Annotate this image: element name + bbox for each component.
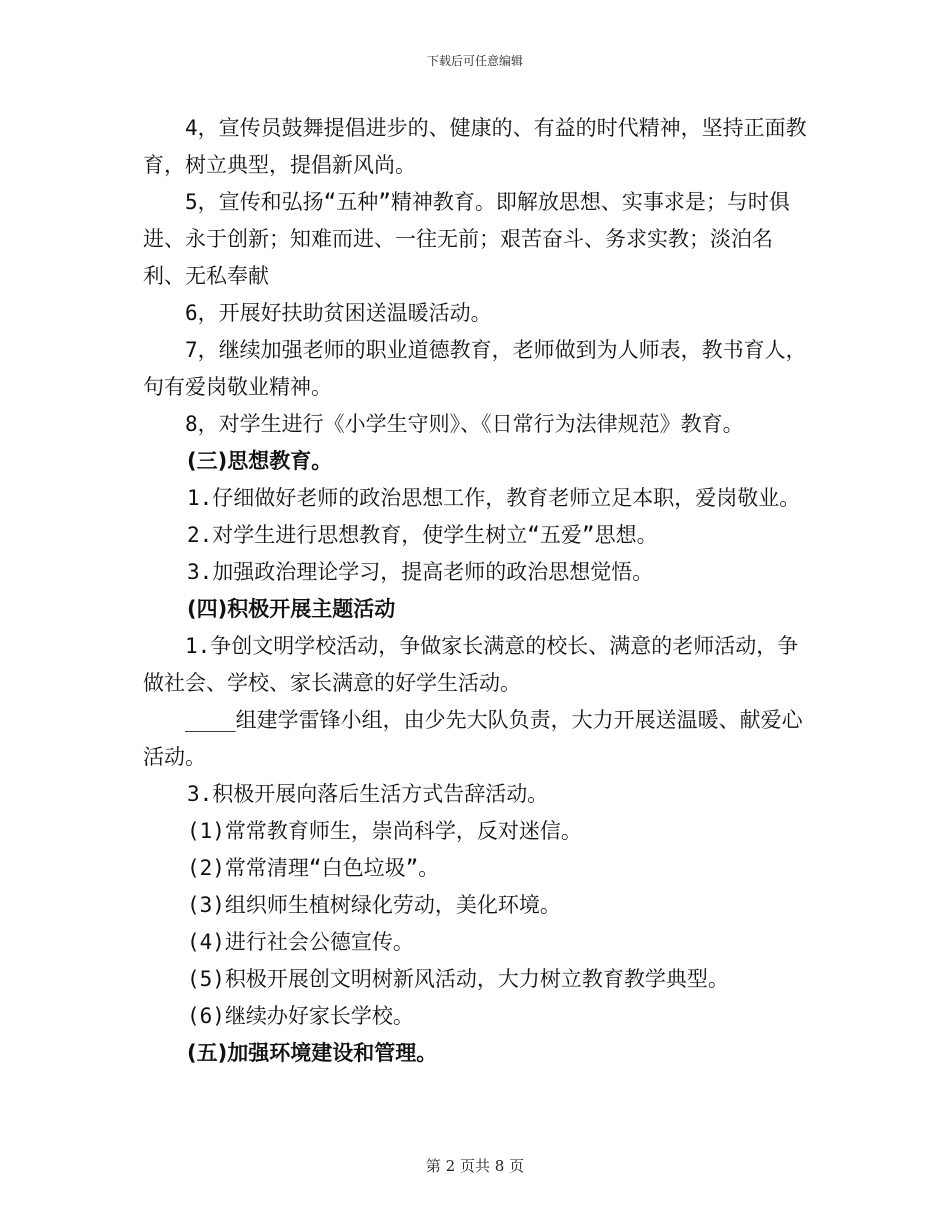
- section-heading-5: (五)加强环境建设和管理。: [187, 1041, 438, 1065]
- paragraph-item-5: 5，宣传和弘扬“五种”精神教育。即解放思想、实事求是；与时俱进、永于创新；知难而进、一往无前；艰苦奋斗、务求实教；淡泊名利、无私奉献: [143, 190, 790, 288]
- section-3-item-3: 3.加强政治理论学习，提高老师的政治思想觉悟。: [187, 560, 654, 584]
- section-4-subitem-5: (5)积极开展创文明树新风活动，大力树立教育教学典型。: [187, 967, 729, 991]
- section-4-subitem-2: (2)常常清理“白色垃圾”。: [187, 856, 440, 880]
- paragraph-item-7: 7，继续加强老师的职业道德教育，老师做到为人师表，教书育人，句有爱岗敬业精神。: [143, 338, 807, 399]
- page-footer: 第 2 页共 8 页: [425, 1157, 525, 1175]
- section-4-subitem-6: (6)继续办好家长学校。: [187, 1004, 414, 1028]
- section-4-subitem-4: (4)进行社会公德宣传。: [187, 930, 414, 954]
- section-3-item-2: 2.对学生进行思想教育，使学生树立“五爱”思想。: [187, 523, 658, 547]
- section-heading-3: (三)思想教育。: [187, 449, 333, 473]
- document-body: [143, 110, 813, 1072]
- paragraph-item-4: 4，宣传员鼓舞提倡进步的、健康的、有益的时代精神，坚持正面教育，树立典型，提倡新风尚。: [143, 116, 807, 177]
- section-4-subitem-3: (3)组织师生植树绿化劳动，美化环境。: [187, 893, 561, 917]
- section-4-subitem-1: (1)常常教育师生，崇尚科学，反对迷信。: [187, 819, 582, 843]
- section-4-item-1: 1.争创文明学校活动，争做家长满意的校长、满意的老师活动，争做社会、学校、家长满意的好学生活动。: [143, 634, 799, 695]
- section-heading-4: (四)积极开展主题活动: [187, 597, 396, 621]
- section-4-item-2: ____组建学雷锋小组，由少先大队负责，大力开展送温暖、献爱心活动。: [143, 708, 803, 769]
- page-header: 下载后可任意编辑: [426, 54, 523, 68]
- paragraph-item-8: 8，对学生进行《小学生守则》、《日常行为法律规范》教育。: [185, 412, 744, 436]
- section-3-item-1: 1.仔细做好老师的政治思想工作，教育老师立足本职，爱岗敬业。: [187, 486, 801, 510]
- section-4-item-3: 3.积极开展向落后生活方式告辞活动。: [187, 782, 549, 806]
- paragraph-item-6: 6，开展好扶助贫困送温暖活动。: [185, 301, 492, 325]
